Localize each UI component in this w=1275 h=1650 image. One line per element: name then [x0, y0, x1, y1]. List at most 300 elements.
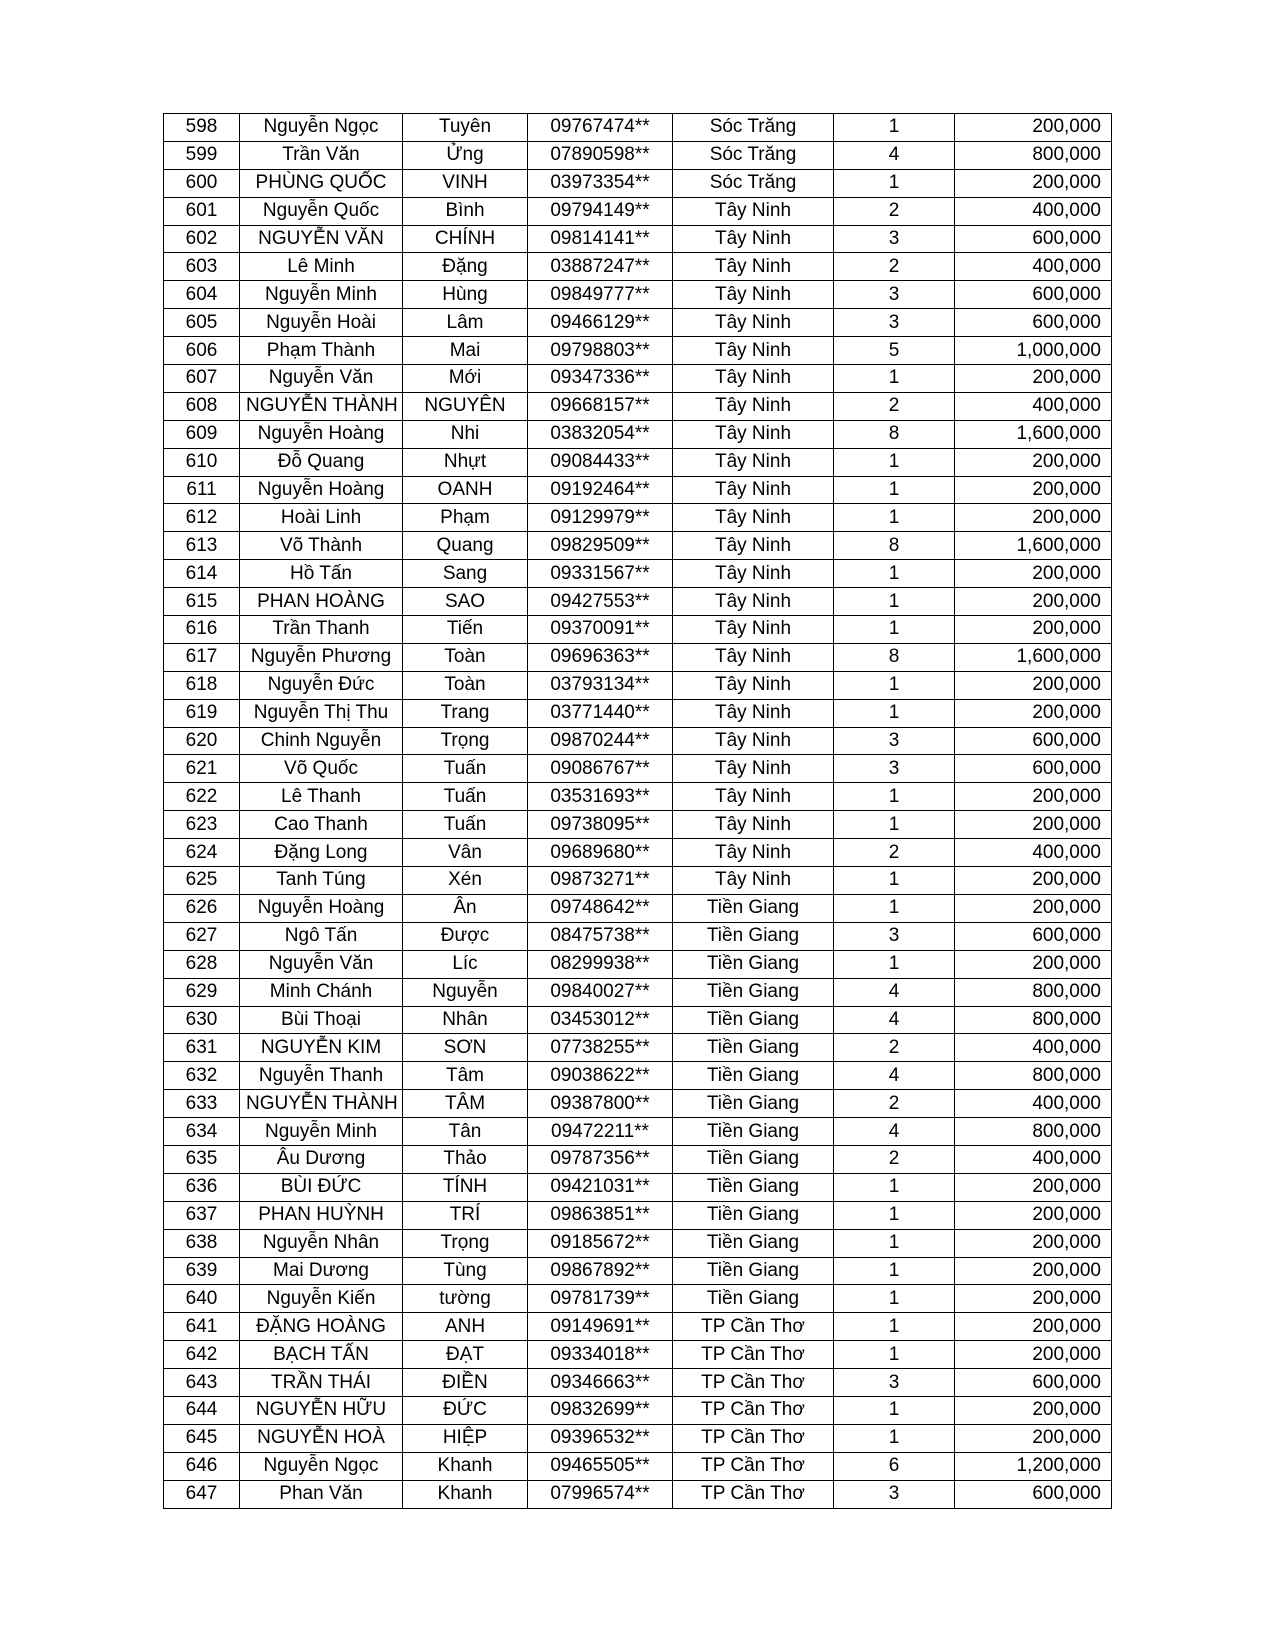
phone-cell: 09347336** — [528, 365, 673, 393]
phone-cell: 07890598** — [528, 141, 673, 169]
given-name-cell: Lâm — [403, 309, 528, 337]
table-row — [164, 1201, 1112, 1229]
amount-cell: 1,200,000 — [955, 1452, 1112, 1480]
table-row — [164, 894, 1112, 922]
table-row — [164, 950, 1112, 978]
province-cell: Tiền Giang — [673, 1118, 834, 1146]
family-name-cell: Lê Thanh — [240, 783, 403, 811]
province-cell: Tiền Giang — [673, 1034, 834, 1062]
phone-cell: 09185672** — [528, 1229, 673, 1257]
table-row — [164, 1452, 1112, 1480]
phone-cell: 09696363** — [528, 643, 673, 671]
table-row — [164, 671, 1112, 699]
family-name-cell: Nguyễn Thanh — [240, 1062, 403, 1090]
province-cell: TP Cần Thơ — [673, 1341, 834, 1369]
quantity-cell: 1 — [834, 1313, 955, 1341]
row-number-cell: 630 — [164, 1006, 240, 1034]
table-row — [164, 1396, 1112, 1424]
phone-cell: 09346663** — [528, 1369, 673, 1397]
province-cell: Tây Ninh — [673, 476, 834, 504]
row-number-cell: 605 — [164, 309, 240, 337]
table-row — [164, 114, 1112, 142]
amount-cell: 200,000 — [955, 1424, 1112, 1452]
province-cell: Tiền Giang — [673, 1090, 834, 1118]
quantity-cell: 3 — [834, 1480, 955, 1508]
quantity-cell: 3 — [834, 1369, 955, 1397]
province-cell: TP Cần Thơ — [673, 1424, 834, 1452]
table-row — [164, 1062, 1112, 1090]
row-number-cell: 599 — [164, 141, 240, 169]
table-row — [164, 448, 1112, 476]
given-name-cell: ĐỨC — [403, 1396, 528, 1424]
table-row — [164, 643, 1112, 671]
quantity-cell: 1 — [834, 699, 955, 727]
row-number-cell: 614 — [164, 560, 240, 588]
quantity-cell: 1 — [834, 950, 955, 978]
table-row — [164, 504, 1112, 532]
quantity-cell: 3 — [834, 225, 955, 253]
table-row — [164, 1424, 1112, 1452]
phone-cell: 09867892** — [528, 1257, 673, 1285]
family-name-cell: ĐẶNG HOÀNG — [240, 1313, 403, 1341]
phone-cell: 03771440** — [528, 699, 673, 727]
row-number-cell: 635 — [164, 1145, 240, 1173]
row-number-cell: 628 — [164, 950, 240, 978]
province-cell: Sóc Trăng — [673, 114, 834, 142]
province-cell: Tây Ninh — [673, 811, 834, 839]
province-cell: Tây Ninh — [673, 588, 834, 616]
quantity-cell: 1 — [834, 671, 955, 699]
quantity-cell: 2 — [834, 839, 955, 867]
quantity-cell: 1 — [834, 448, 955, 476]
family-name-cell: PHAN HOÀNG — [240, 588, 403, 616]
amount-cell: 200,000 — [955, 699, 1112, 727]
province-cell: Sóc Trăng — [673, 141, 834, 169]
quantity-cell: 1 — [834, 1285, 955, 1313]
table-row — [164, 1341, 1112, 1369]
family-name-cell: Trần Văn — [240, 141, 403, 169]
amount-cell: 400,000 — [955, 839, 1112, 867]
given-name-cell: Nhi — [403, 420, 528, 448]
quantity-cell: 2 — [834, 197, 955, 225]
province-cell: Tây Ninh — [673, 309, 834, 337]
row-number-cell: 620 — [164, 727, 240, 755]
given-name-cell: Tâm — [403, 1062, 528, 1090]
quantity-cell: 1 — [834, 504, 955, 532]
given-name-cell: Toàn — [403, 671, 528, 699]
given-name-cell: SƠN — [403, 1034, 528, 1062]
table-row — [164, 1173, 1112, 1201]
amount-cell: 600,000 — [955, 727, 1112, 755]
amount-cell: 600,000 — [955, 755, 1112, 783]
family-name-cell: Nguyễn Hoàng — [240, 476, 403, 504]
table-row — [164, 1313, 1112, 1341]
amount-cell: 1,600,000 — [955, 643, 1112, 671]
row-number-cell: 629 — [164, 978, 240, 1006]
phone-cell: 07738255** — [528, 1034, 673, 1062]
phone-cell: 07996574** — [528, 1480, 673, 1508]
given-name-cell: tường — [403, 1285, 528, 1313]
phone-cell: 09794149** — [528, 197, 673, 225]
phone-cell: 09689680** — [528, 839, 673, 867]
table-row — [164, 141, 1112, 169]
table-row — [164, 1145, 1112, 1173]
family-name-cell: Bùi Thoại — [240, 1006, 403, 1034]
table-row — [164, 420, 1112, 448]
phone-cell: 09466129** — [528, 309, 673, 337]
given-name-cell: Tuấn — [403, 783, 528, 811]
phone-cell: 09668157** — [528, 392, 673, 420]
amount-cell: 200,000 — [955, 169, 1112, 197]
quantity-cell: 1 — [834, 616, 955, 644]
phone-cell: 09829509** — [528, 532, 673, 560]
row-number-cell: 640 — [164, 1285, 240, 1313]
province-cell: TP Cần Thơ — [673, 1313, 834, 1341]
family-name-cell: BẠCH TẤN — [240, 1341, 403, 1369]
quantity-cell: 1 — [834, 588, 955, 616]
table-row — [164, 560, 1112, 588]
family-name-cell: Trần Thanh — [240, 616, 403, 644]
table-row — [164, 1034, 1112, 1062]
amount-cell: 200,000 — [955, 894, 1112, 922]
quantity-cell: 1 — [834, 1173, 955, 1201]
family-name-cell: Võ Thành — [240, 532, 403, 560]
amount-cell: 200,000 — [955, 1313, 1112, 1341]
phone-cell: 09396532** — [528, 1424, 673, 1452]
family-name-cell: Nguyễn Hoài — [240, 309, 403, 337]
table-row — [164, 476, 1112, 504]
given-name-cell: ĐẠT — [403, 1341, 528, 1369]
family-name-cell: Cao Thanh — [240, 811, 403, 839]
family-name-cell: Phạm Thành — [240, 337, 403, 365]
family-name-cell: Nguyễn Kiến — [240, 1285, 403, 1313]
amount-cell: 1,600,000 — [955, 420, 1112, 448]
given-name-cell: HIỆP — [403, 1424, 528, 1452]
province-cell: Tây Ninh — [673, 783, 834, 811]
family-name-cell: Nguyễn Ngọc — [240, 1452, 403, 1480]
given-name-cell: VINH — [403, 169, 528, 197]
amount-cell: 800,000 — [955, 141, 1112, 169]
amount-cell: 400,000 — [955, 1034, 1112, 1062]
amount-cell: 200,000 — [955, 783, 1112, 811]
row-number-cell: 612 — [164, 504, 240, 532]
row-number-cell: 604 — [164, 281, 240, 309]
phone-cell: 09421031** — [528, 1173, 673, 1201]
table-row — [164, 1369, 1112, 1397]
province-cell: Tây Ninh — [673, 504, 834, 532]
phone-cell: 03453012** — [528, 1006, 673, 1034]
quantity-cell: 4 — [834, 1062, 955, 1090]
row-number-cell: 618 — [164, 671, 240, 699]
phone-cell: 09472211** — [528, 1118, 673, 1146]
row-number-cell: 598 — [164, 114, 240, 142]
family-name-cell: Nguyễn Thị Thu — [240, 699, 403, 727]
given-name-cell: Phạm — [403, 504, 528, 532]
given-name-cell: Được — [403, 922, 528, 950]
province-cell: Tiền Giang — [673, 1173, 834, 1201]
amount-cell: 200,000 — [955, 1173, 1112, 1201]
quantity-cell: 1 — [834, 1257, 955, 1285]
amount-cell: 200,000 — [955, 950, 1112, 978]
table-row — [164, 197, 1112, 225]
amount-cell: 600,000 — [955, 922, 1112, 950]
row-number-cell: 613 — [164, 532, 240, 560]
phone-cell: 03531693** — [528, 783, 673, 811]
row-number-cell: 608 — [164, 392, 240, 420]
province-cell: Tiền Giang — [673, 1006, 834, 1034]
phone-cell: 09738095** — [528, 811, 673, 839]
phone-cell: 03832054** — [528, 420, 673, 448]
row-number-cell: 616 — [164, 616, 240, 644]
table-row — [164, 1006, 1112, 1034]
given-name-cell: ANH — [403, 1313, 528, 1341]
amount-cell: 200,000 — [955, 504, 1112, 532]
row-number-cell: 638 — [164, 1229, 240, 1257]
amount-cell: 200,000 — [955, 867, 1112, 895]
family-name-cell: Tanh Túng — [240, 867, 403, 895]
given-name-cell: NGUYÊN — [403, 392, 528, 420]
table-row — [164, 225, 1112, 253]
province-cell: Tiền Giang — [673, 894, 834, 922]
quantity-cell: 2 — [834, 1145, 955, 1173]
table-row — [164, 616, 1112, 644]
table-row — [164, 1257, 1112, 1285]
row-number-cell: 607 — [164, 365, 240, 393]
given-name-cell: Mai — [403, 337, 528, 365]
amount-cell: 1,000,000 — [955, 337, 1112, 365]
given-name-cell: TÂM — [403, 1090, 528, 1118]
family-name-cell: Nguyễn Văn — [240, 950, 403, 978]
family-name-cell: Lê Minh — [240, 253, 403, 281]
given-name-cell: Ửng — [403, 141, 528, 169]
phone-cell: 09038622** — [528, 1062, 673, 1090]
phone-cell: 09129979** — [528, 504, 673, 532]
phone-cell: 09787356** — [528, 1145, 673, 1173]
given-name-cell: Thảo — [403, 1145, 528, 1173]
given-name-cell: Mới — [403, 365, 528, 393]
given-name-cell: ĐIỀN — [403, 1369, 528, 1397]
family-name-cell: Đỗ Quang — [240, 448, 403, 476]
given-name-cell: Đặng — [403, 253, 528, 281]
family-name-cell: Đặng Long — [240, 839, 403, 867]
row-number-cell: 623 — [164, 811, 240, 839]
phone-cell: 09748642** — [528, 894, 673, 922]
row-number-cell: 631 — [164, 1034, 240, 1062]
phone-cell: 09873271** — [528, 867, 673, 895]
amount-cell: 600,000 — [955, 1480, 1112, 1508]
table-row — [164, 532, 1112, 560]
quantity-cell: 4 — [834, 141, 955, 169]
family-name-cell: NGUYỄN THÀNH — [240, 1090, 403, 1118]
family-name-cell: Nguyễn Minh — [240, 1118, 403, 1146]
phone-cell: 09149691** — [528, 1313, 673, 1341]
amount-cell: 200,000 — [955, 365, 1112, 393]
family-name-cell: Chinh Nguyễn — [240, 727, 403, 755]
table-row — [164, 783, 1112, 811]
province-cell: TP Cần Thơ — [673, 1480, 834, 1508]
row-number-cell: 646 — [164, 1452, 240, 1480]
province-cell: Tây Ninh — [673, 616, 834, 644]
row-number-cell: 626 — [164, 894, 240, 922]
province-cell: Tây Ninh — [673, 867, 834, 895]
quantity-cell: 3 — [834, 755, 955, 783]
quantity-cell: 5 — [834, 337, 955, 365]
row-number-cell: 645 — [164, 1424, 240, 1452]
province-cell: Tây Ninh — [673, 365, 834, 393]
family-name-cell: Nguyễn Minh — [240, 281, 403, 309]
amount-cell: 600,000 — [955, 309, 1112, 337]
phone-cell: 09086767** — [528, 755, 673, 783]
given-name-cell: Tùng — [403, 1257, 528, 1285]
given-name-cell: Trọng — [403, 1229, 528, 1257]
amount-cell: 200,000 — [955, 1396, 1112, 1424]
family-name-cell: Phan Văn — [240, 1480, 403, 1508]
row-number-cell: 644 — [164, 1396, 240, 1424]
province-cell: Tây Ninh — [673, 643, 834, 671]
amount-cell: 600,000 — [955, 1369, 1112, 1397]
amount-cell: 400,000 — [955, 253, 1112, 281]
table-row — [164, 588, 1112, 616]
row-number-cell: 601 — [164, 197, 240, 225]
given-name-cell: TÍNH — [403, 1173, 528, 1201]
quantity-cell: 4 — [834, 978, 955, 1006]
given-name-cell: Tân — [403, 1118, 528, 1146]
phone-cell: 09840027** — [528, 978, 673, 1006]
table-row — [164, 755, 1112, 783]
table-row — [164, 699, 1112, 727]
table-row — [164, 309, 1112, 337]
family-name-cell: Mai Dương — [240, 1257, 403, 1285]
family-name-cell: Nguyễn Hoàng — [240, 420, 403, 448]
province-cell: Tiền Giang — [673, 1257, 834, 1285]
quantity-cell: 2 — [834, 1090, 955, 1118]
phone-cell: 09370091** — [528, 616, 673, 644]
table-row — [164, 867, 1112, 895]
row-number-cell: 610 — [164, 448, 240, 476]
province-cell: Tây Ninh — [673, 420, 834, 448]
given-name-cell: CHÍNH — [403, 225, 528, 253]
phone-cell: 09331567** — [528, 560, 673, 588]
quantity-cell: 1 — [834, 169, 955, 197]
row-number-cell: 603 — [164, 253, 240, 281]
phone-cell: 03887247** — [528, 253, 673, 281]
given-name-cell: Tuyên — [403, 114, 528, 142]
quantity-cell: 3 — [834, 922, 955, 950]
given-name-cell: TRÍ — [403, 1201, 528, 1229]
amount-cell: 800,000 — [955, 978, 1112, 1006]
amount-cell: 400,000 — [955, 1090, 1112, 1118]
amount-cell: 200,000 — [955, 560, 1112, 588]
amount-cell: 200,000 — [955, 1285, 1112, 1313]
phone-cell: 09832699** — [528, 1396, 673, 1424]
family-name-cell: Hồ Tấn — [240, 560, 403, 588]
phone-cell: 09387800** — [528, 1090, 673, 1118]
family-name-cell: Nguyễn Phương — [240, 643, 403, 671]
phone-cell: 09863851** — [528, 1201, 673, 1229]
row-number-cell: 611 — [164, 476, 240, 504]
given-name-cell: Khanh — [403, 1480, 528, 1508]
row-number-cell: 615 — [164, 588, 240, 616]
row-number-cell: 633 — [164, 1090, 240, 1118]
amount-cell: 1,600,000 — [955, 532, 1112, 560]
family-name-cell: PHAN HUỲNH — [240, 1201, 403, 1229]
phone-cell: 08299938** — [528, 950, 673, 978]
table-row — [164, 1480, 1112, 1508]
given-name-cell: Bình — [403, 197, 528, 225]
table-row — [164, 727, 1112, 755]
family-name-cell: NGUYỄN THÀNH — [240, 392, 403, 420]
given-name-cell: Trang — [403, 699, 528, 727]
phone-cell: 09781739** — [528, 1285, 673, 1313]
phone-cell: 09192464** — [528, 476, 673, 504]
quantity-cell: 1 — [834, 811, 955, 839]
given-name-cell: Tiến — [403, 616, 528, 644]
quantity-cell: 1 — [834, 783, 955, 811]
province-cell: Tây Ninh — [673, 699, 834, 727]
row-number-cell: 637 — [164, 1201, 240, 1229]
phone-cell: 09798803** — [528, 337, 673, 365]
quantity-cell: 6 — [834, 1452, 955, 1480]
province-cell: Tiền Giang — [673, 1229, 834, 1257]
table-row — [164, 1118, 1112, 1146]
phone-cell: 09870244** — [528, 727, 673, 755]
phone-cell: 09849777** — [528, 281, 673, 309]
quantity-cell: 3 — [834, 727, 955, 755]
amount-cell: 400,000 — [955, 392, 1112, 420]
province-cell: Tây Ninh — [673, 839, 834, 867]
family-name-cell: Nguyễn Ngọc — [240, 114, 403, 142]
given-name-cell: Trọng — [403, 727, 528, 755]
quantity-cell: 1 — [834, 1424, 955, 1452]
phone-cell: 03793134** — [528, 671, 673, 699]
family-name-cell: Minh Chánh — [240, 978, 403, 1006]
amount-cell: 200,000 — [955, 1341, 1112, 1369]
phone-cell: 09767474** — [528, 114, 673, 142]
amount-cell: 800,000 — [955, 1118, 1112, 1146]
phone-cell: 09334018** — [528, 1341, 673, 1369]
row-number-cell: 625 — [164, 867, 240, 895]
province-cell: Tây Ninh — [673, 281, 834, 309]
province-cell: TP Cần Thơ — [673, 1396, 834, 1424]
table-row — [164, 839, 1112, 867]
given-name-cell: Toàn — [403, 643, 528, 671]
family-name-cell: BÙI ĐỨC — [240, 1173, 403, 1201]
row-number-cell: 606 — [164, 337, 240, 365]
given-name-cell: SAO — [403, 588, 528, 616]
quantity-cell: 1 — [834, 1201, 955, 1229]
province-cell: Tiền Giang — [673, 978, 834, 1006]
family-name-cell: NGUYỄN HOÀ — [240, 1424, 403, 1452]
family-name-cell: NGUYỄN KIM — [240, 1034, 403, 1062]
winners-table — [163, 113, 1112, 1509]
amount-cell: 800,000 — [955, 1062, 1112, 1090]
given-name-cell: Nguyễn — [403, 978, 528, 1006]
amount-cell: 800,000 — [955, 1006, 1112, 1034]
table-body — [164, 114, 1112, 1509]
amount-cell: 200,000 — [955, 448, 1112, 476]
family-name-cell: Nguyễn Văn — [240, 365, 403, 393]
given-name-cell: Xén — [403, 867, 528, 895]
province-cell: Tiền Giang — [673, 1062, 834, 1090]
province-cell: Tây Ninh — [673, 253, 834, 281]
province-cell: Tiền Giang — [673, 1145, 834, 1173]
family-name-cell: Nguyễn Nhân — [240, 1229, 403, 1257]
row-number-cell: 641 — [164, 1313, 240, 1341]
amount-cell: 200,000 — [955, 114, 1112, 142]
quantity-cell: 1 — [834, 1229, 955, 1257]
row-number-cell: 643 — [164, 1369, 240, 1397]
quantity-cell: 4 — [834, 1118, 955, 1146]
